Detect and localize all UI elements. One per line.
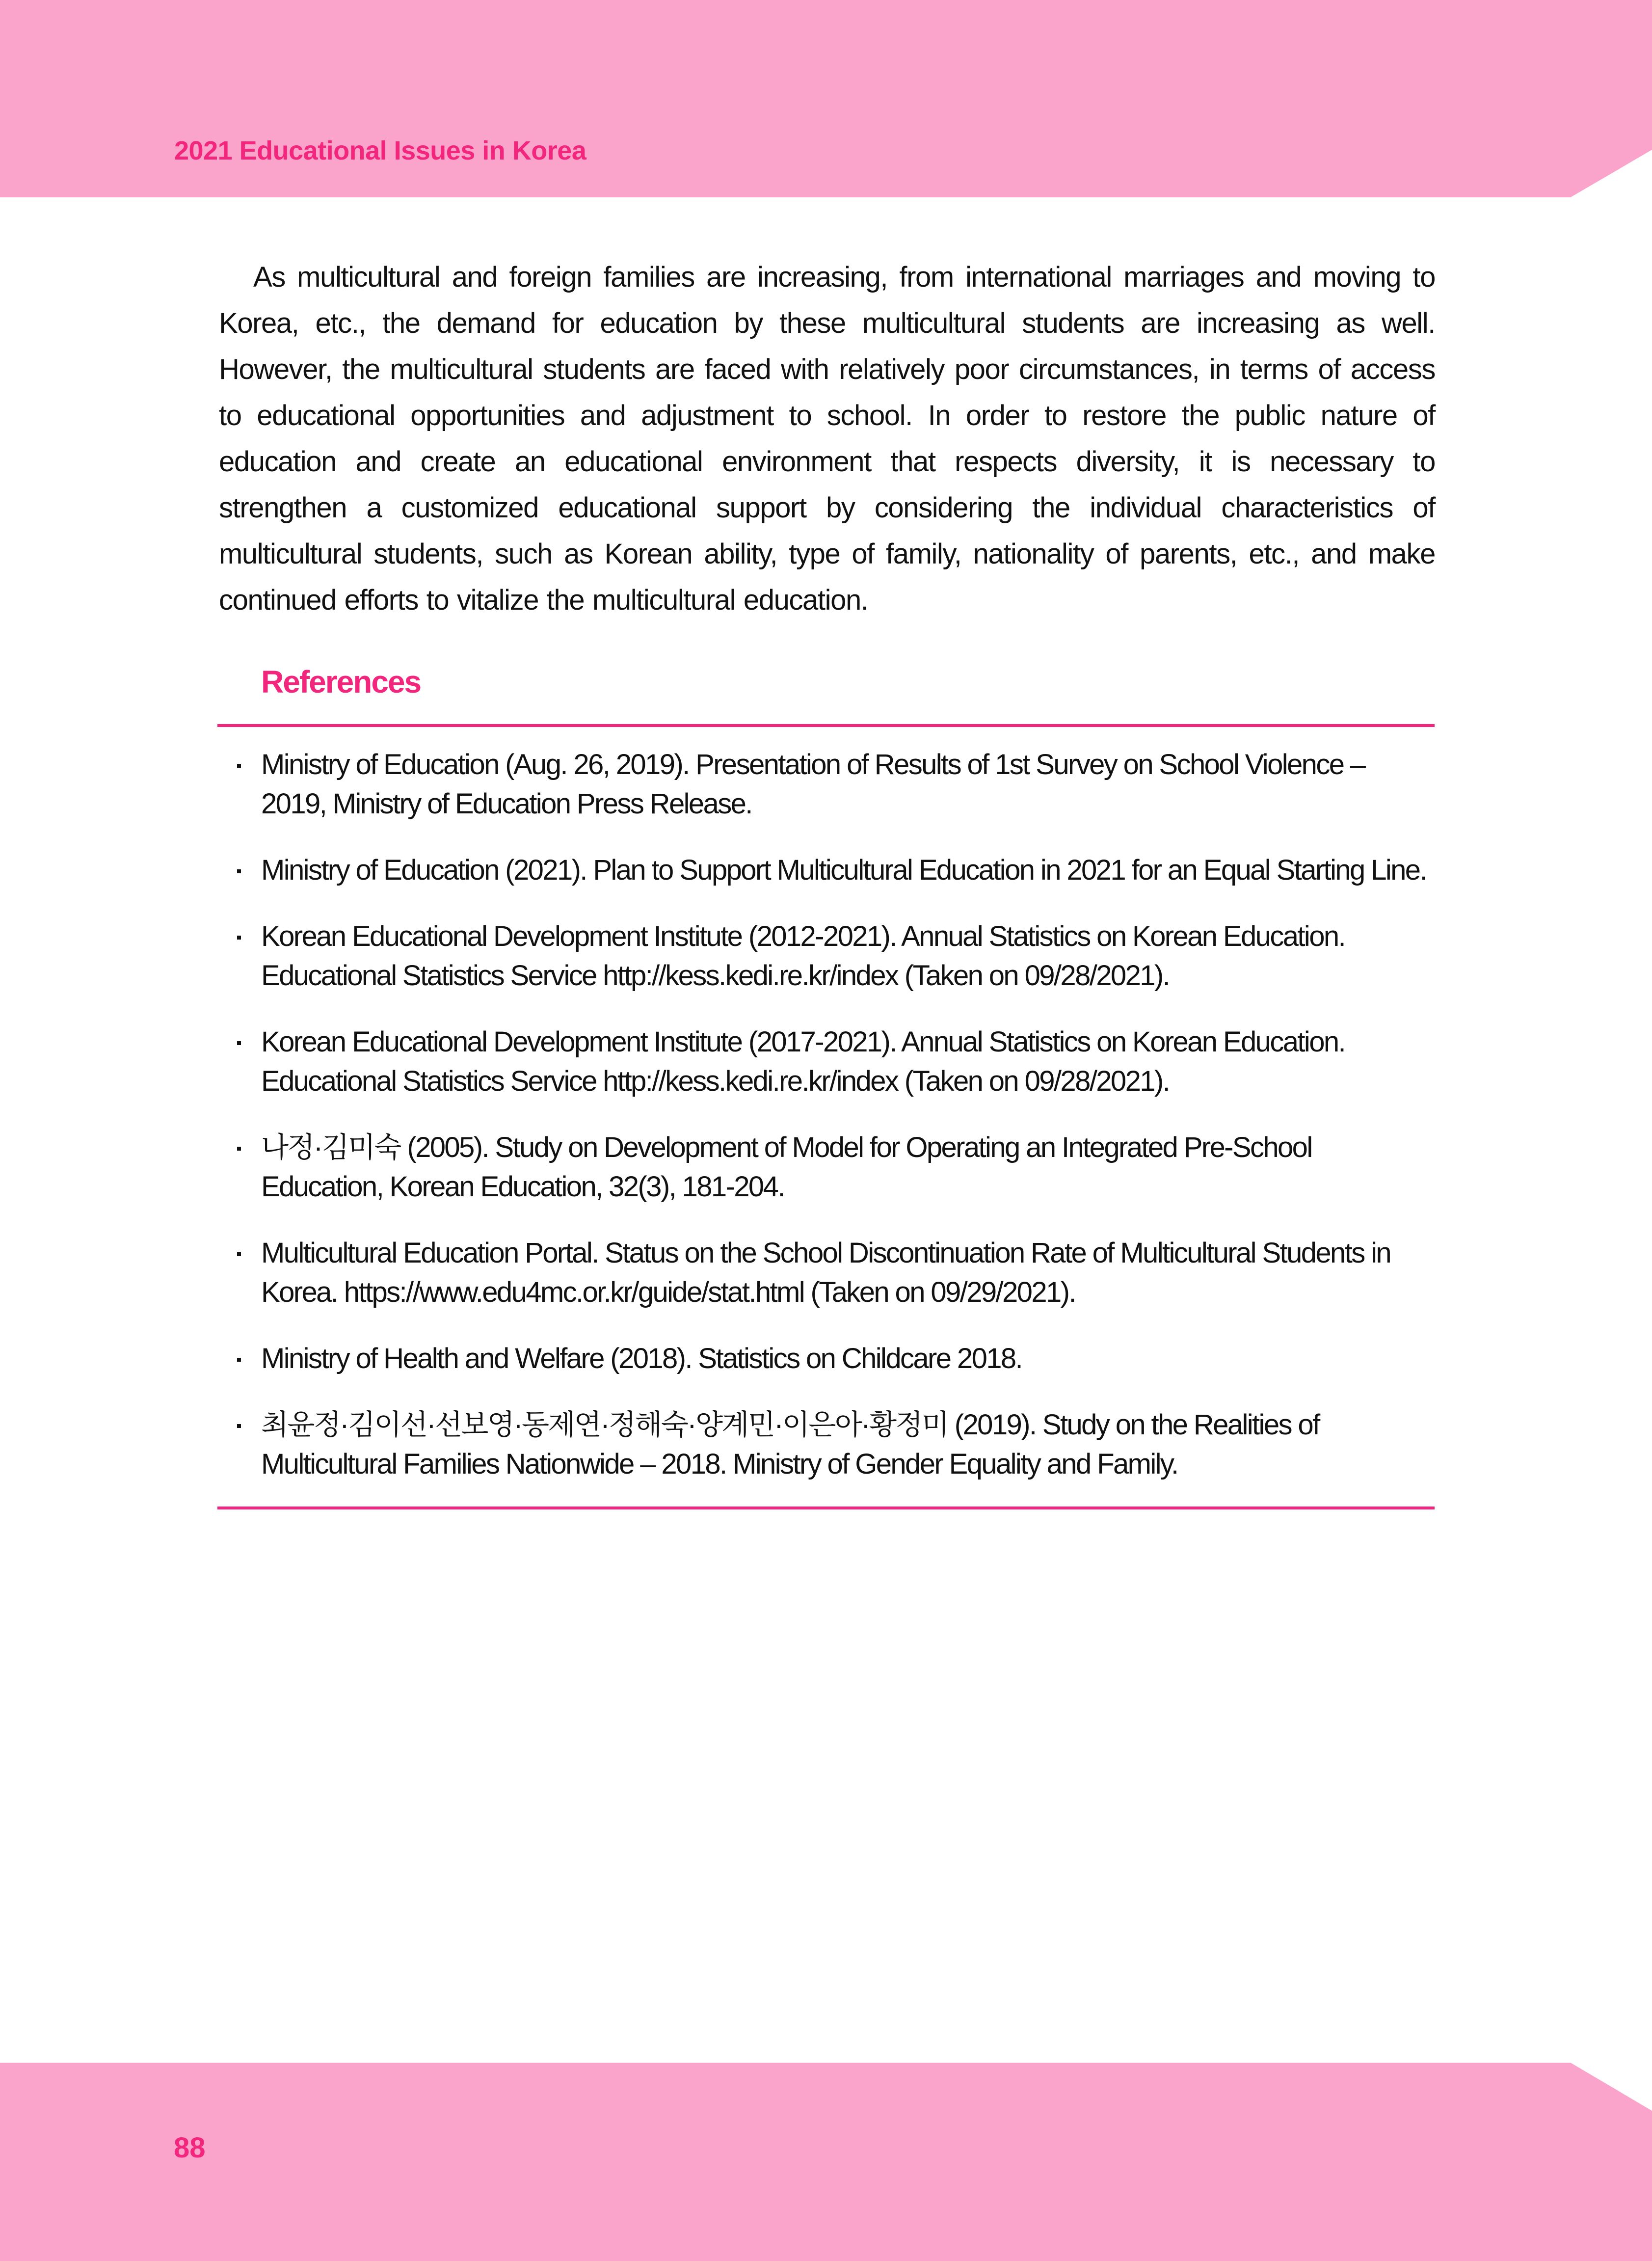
bullet-icon <box>237 1252 241 1256</box>
reference-text: Multicultural Education Portal. Status on the School Discontinuation Rate of Multicultural Students in Korea. https://www.edu4mc.or.kr/guide/stat.html (Taken on 09/29/2021). <box>261 1237 1391 1308</box>
references-bottom-rule <box>217 1507 1435 1509</box>
reference-item <box>217 1405 1435 1484</box>
reference-text: 나정·김미숙 (2005). Study on Development of Model for Operating an Integrated Pre-School Education, Korean Education, 32(3), 181-204. <box>261 1131 1312 1203</box>
reference-item <box>217 1234 1435 1312</box>
reference-item <box>217 1339 1435 1378</box>
bullet-icon <box>237 1358 241 1362</box>
running-title: 2021 Educational Issues in Korea <box>174 136 586 165</box>
bullet-icon <box>237 764 241 768</box>
page-number: 88 <box>174 2132 206 2164</box>
bullet-icon <box>237 869 241 873</box>
reference-item <box>217 917 1435 996</box>
bullet-icon <box>237 1147 241 1151</box>
references-list <box>217 745 1435 1511</box>
reference-item <box>217 851 1435 890</box>
bullet-icon <box>237 1424 241 1428</box>
reference-text: Ministry of Health and Welfare (2018). Statistics on Childcare 2018. <box>261 1343 1022 1374</box>
reference-text: Korean Educational Development Institute (2017-2021). Annual Statistics on Korean Education. Educational Statistics Service http://kess.kedi.re.kr/index (Taken on 09/28/2021). <box>261 1026 1345 1097</box>
reference-text: Korean Educational Development Institute (2012-2021). Annual Statistics on Korean Education. Educational Statistics Service http://kess.kedi.re.kr/index (Taken on 09/28/2021). <box>261 920 1345 992</box>
body-paragraph: As multicultural and foreign families are increasing, from international marriages and moving to Korea, etc., the demand for education by these multicultural students are increasing as well. However, the multicultural students are faced with relatively poor circumstances, in terms of access to educational opportunities and adjustment to school. In order to restore the public nature of education and create an educational environment that respects diversity, it is necessary to strengthen a customized educational support by considering the individual characteristics of multicultural students, such as Korean ability, type of family, nationality of parents, etc., and make continued efforts to vitalize the multicultural education. <box>219 261 1435 616</box>
reference-item <box>217 1128 1435 1207</box>
bullet-icon <box>237 1041 241 1045</box>
references-heading: References <box>261 664 421 700</box>
bullet-icon <box>237 936 241 940</box>
reference-text: Ministry of Education (Aug. 26, 2019). Presentation of Results of 1st Survey on School Violence – 2019, Ministry of Education Press Release. <box>261 749 1365 820</box>
references-top-rule <box>217 724 1435 727</box>
footer-band <box>0 2063 1652 2261</box>
reference-text: Ministry of Education (2021). Plan to Support Multicultural Education in 2021 for an Equal Starting Line. <box>261 854 1426 886</box>
reference-item <box>217 745 1435 824</box>
header-band <box>0 0 1652 197</box>
reference-text: 최윤정·김이선·선보영·동제연·정해숙·양계민·이은아·황정미 (2019). Study on the Realities of Multicultural Families Nationwide – 2018. Ministry of Gender Equality and Family. <box>261 1409 1319 1480</box>
reference-item <box>217 1023 1435 1101</box>
